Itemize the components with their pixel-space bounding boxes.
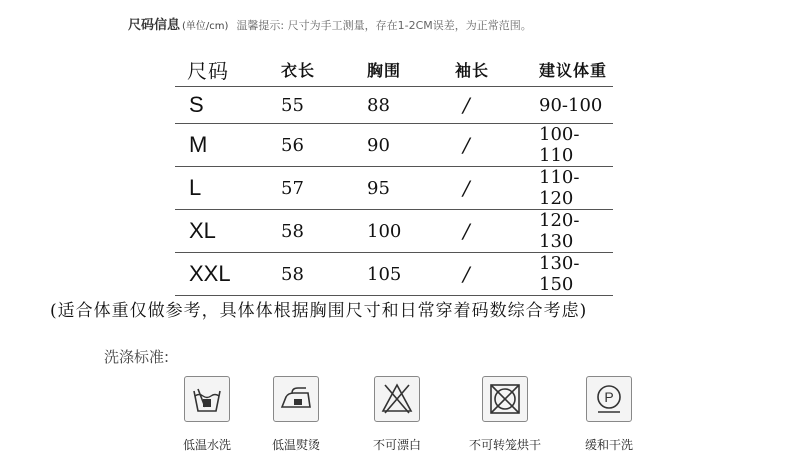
column-header-length: 衣长 [281,60,316,80]
weight-cell: 90-100 [539,94,603,116]
care-label-no-bleach: 不可漂白 [372,438,421,452]
svg-text:P: P [604,389,614,405]
size-info-title: 尺码信息 [128,18,181,33]
chest-cell: 100 [367,220,402,242]
unit-label: (单位/cm) [182,21,229,32]
chest-cell: 95 [367,177,390,199]
care-label-dry-clean: 缓和干洗 [584,438,633,452]
dry-clean-icon [586,376,632,422]
length-cell: 58 [281,220,304,242]
table-row [175,167,613,210]
table-header-row [175,52,613,87]
no-bleach-icon [374,376,420,422]
size-cell: S [189,92,204,117]
care-item-no-bleach [352,376,442,453]
size-cell: XL [189,218,216,243]
care-item-iron [251,376,341,453]
sleeve-cell: / [463,219,470,243]
weight-cell: 130-150 [539,253,580,295]
sleeve-cell: / [463,133,470,157]
column-header-weight: 建议体重 [539,60,608,80]
care-label-iron: 低温熨烫 [271,438,320,452]
column-header-chest: 胸围 [367,60,402,80]
weight-cell: 110-120 [539,167,580,209]
care-item-no-tumble-dry [460,376,550,453]
length-cell: 56 [281,134,304,156]
table-row [175,124,613,167]
measurement-tip: 温馨提示: 尺寸为手工测量，存在1-2CM误差，为正常范围。 [236,19,532,32]
length-cell: 57 [281,177,304,199]
length-cell: 58 [281,263,304,285]
size-table [175,52,613,296]
wash-tub-icon [184,376,230,422]
table-row [175,210,613,253]
weight-cell: 100-110 [539,124,580,166]
sleeve-cell: / [463,93,470,117]
care-instructions-title: 洗涤标准: [104,348,170,366]
size-cell: XXL [189,261,231,286]
chest-cell: 88 [367,94,390,116]
care-item-wash [162,376,252,453]
weight-reference-note: (适合体重仅做参考，具体体根据胸围尺寸和日常穿着码数综合考虑) [50,301,588,321]
column-header-size: 尺码 [187,58,229,83]
sleeve-cell: / [463,262,470,286]
care-item-dry-clean [564,376,654,453]
column-header-sleeve: 袖长 [455,60,490,80]
iron-icon [273,376,319,422]
table-row [175,87,613,124]
length-cell: 55 [281,94,304,116]
size-cell: L [189,175,202,200]
size-cell: M [189,132,208,157]
chest-cell: 105 [367,263,402,285]
size-info-header [128,14,532,33]
weight-cell: 120-130 [539,210,580,252]
no-tumble-dry-icon [482,376,528,422]
chest-cell: 90 [367,134,390,156]
table-row [175,253,613,296]
care-label-no-tumble-dry: 不可转笼烘干 [468,438,541,452]
sleeve-cell: / [463,176,470,200]
care-label-wash: 低温水洗 [182,438,231,452]
